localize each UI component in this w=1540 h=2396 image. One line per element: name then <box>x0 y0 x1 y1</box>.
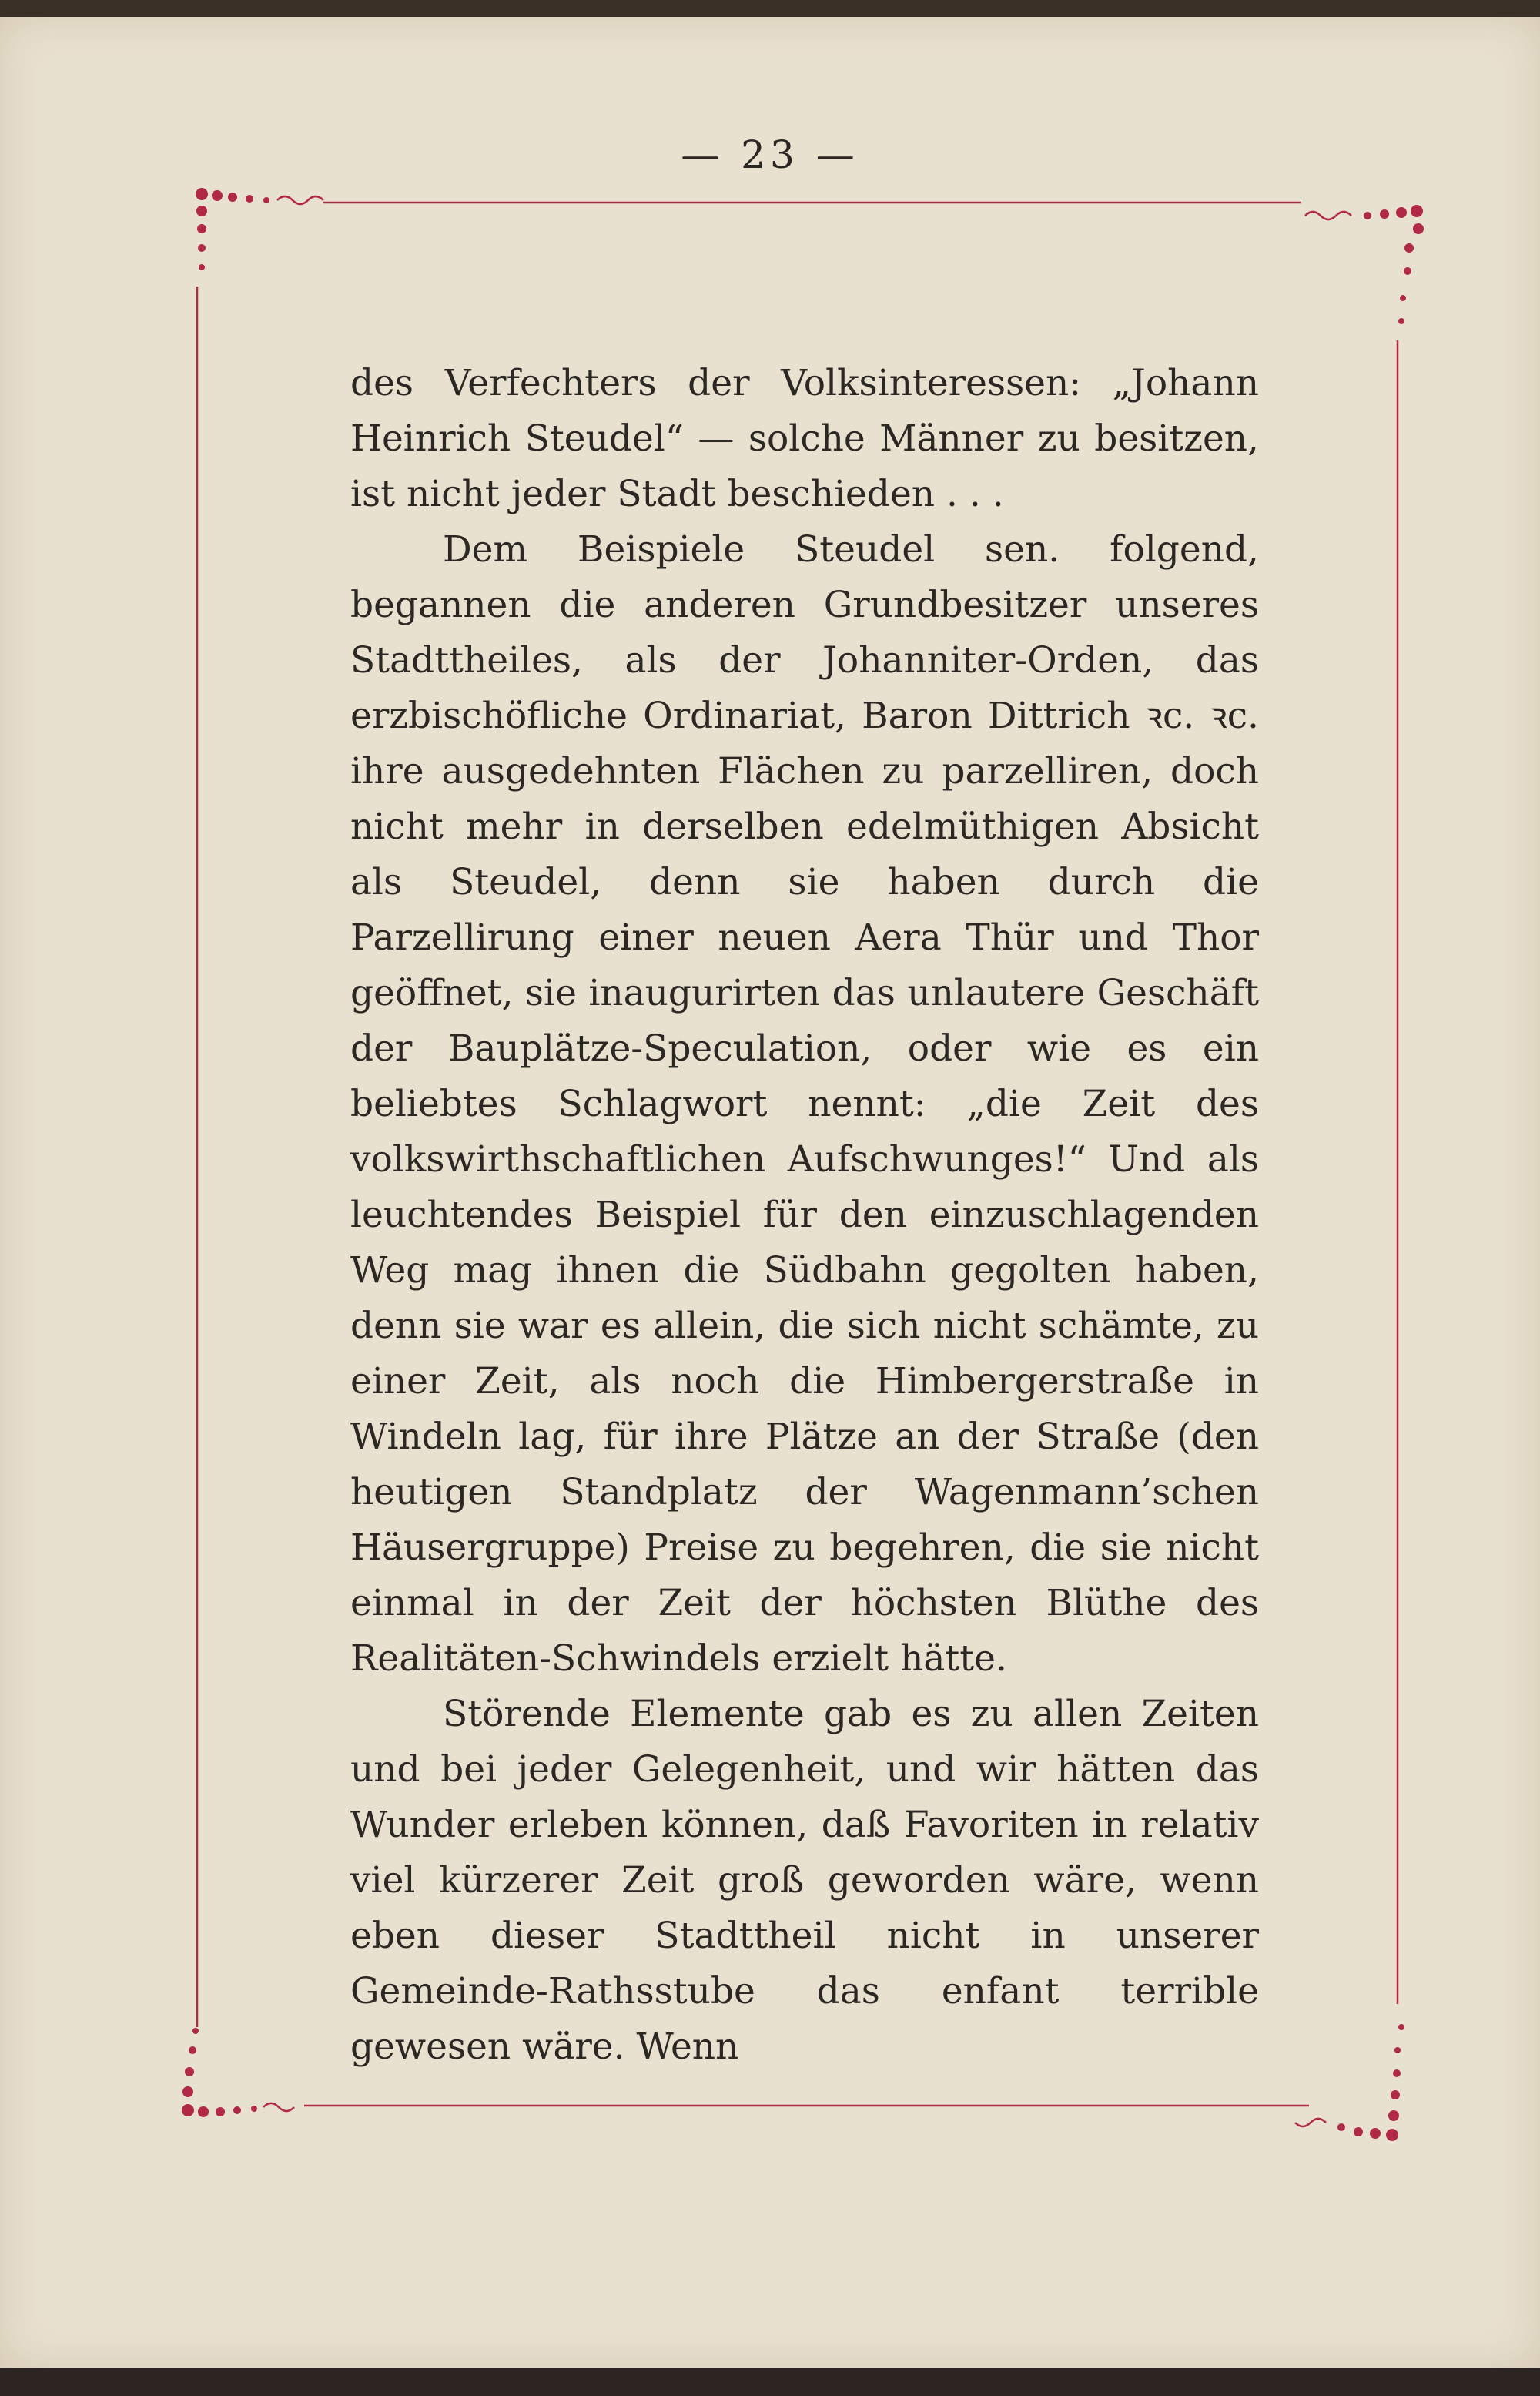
paragraph-continuation: des Verfechters der Volksinteressen: „Johann Heinrich Steudel“ — solche Männer zu besitzen, ist nicht jeder Stadt beschieden . . . <box>350 362 1259 515</box>
corner-flourish-top-left <box>196 188 323 270</box>
corner-flourish-bottom-right <box>1295 2024 1404 2141</box>
page-number: — 23 — <box>681 132 859 177</box>
book-page <box>0 17 1540 2368</box>
book-bottom-edge <box>0 2368 1540 2396</box>
paragraph: Störende Elemente gab es zu allen Zeiten und bei jeder Gelegenheit, und wir hätten das Wunder erleben können, daß Favoriten in relativ viel kürzerer Zeit groß geworden wäre, wenn eben dieser Stadttheil nicht in unserer Gemeinde-Rathsstube das enfant terrible gewesen wäre. Wenn <box>350 1693 1259 2068</box>
paragraph: Dem Beispiele Steudel sen. folgend, begannen die anderen Grundbesitzer unseres Stadttheiles, als der Johanniter-Orden, das erzbischöfliche Ordinariat, Baron Dittrich ꝛc. ꝛc. ihre ausgedehnten Flächen zu parzelliren, doch nicht mehr in derselben edelmüthigen Absicht als Steudel, denn sie haben durch die Parzellirung einer neuen Aera Thür und Thor geöffnet, sie inaugurirten das unlautere Geschäft der Bauplätze-Speculation, oder wie es ein beliebtes Schlagwort nennt: „die Zeit des volkswirthschaftlichen Aufschwunges!“ Und als leuchtendes Beispiel für den einzuschlagenden Weg mag ihnen die Südbahn gegolten haben, denn sie war es allein, die sich nicht schämte, zu einer Zeit, als noch die Himbergerstraße in Windeln lag, für ihre Plätze an der Straße (den heutigen Standplatz der Wagenmann’schen Häusergruppe) Preise zu begehren, die sie nicht einmal in der Zeit der höchsten Blüthe des Realitäten-Schwindels erzielt hätte. <box>350 528 1259 1680</box>
book-top-edge <box>0 0 1540 17</box>
body-text <box>350 356 1259 2075</box>
corner-flourish-bottom-left <box>182 2028 294 2117</box>
corner-flourish-top-right <box>1305 205 1424 324</box>
